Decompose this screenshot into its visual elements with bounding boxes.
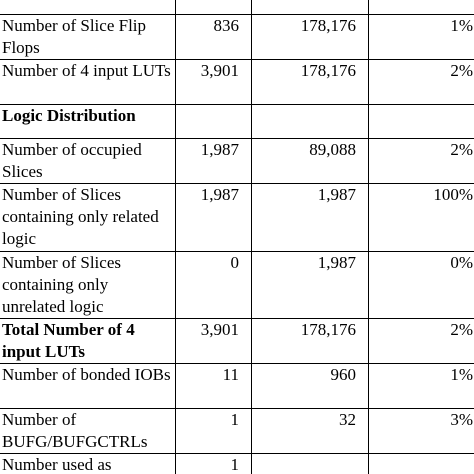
label-cell: Number of occupied Slices (0, 139, 176, 184)
label-cell: Number of Slices containing only unrelated logic (0, 252, 176, 319)
available-cell (252, 105, 369, 139)
used-cell: 1 (176, 409, 252, 454)
available-cell: 1,987 (252, 184, 369, 252)
utilization-cell: 100% (369, 184, 474, 252)
utilization-cell: 1% (369, 15, 474, 60)
utilization-cell: 1% (369, 364, 474, 409)
available-cell: 960 (252, 364, 369, 409)
table-row (0, 319, 474, 364)
used-cell: 836 (176, 15, 252, 60)
utilization-cell: 2% (369, 60, 474, 105)
utilization-cell (369, 454, 474, 474)
table-row (0, 139, 474, 184)
utilization-cell: 0% (369, 252, 474, 319)
used-cell: 1,987 (176, 184, 252, 252)
table-row (0, 15, 474, 60)
section-heading-cell: Logic Distribution (0, 105, 176, 139)
available-cell: 178,176 (252, 15, 369, 60)
label-cell: Number used as (0, 454, 176, 474)
available-cell (252, 454, 369, 474)
utilization-cell: 2% (369, 319, 474, 364)
used-cell (176, 105, 252, 139)
utilization-cell: 2% (369, 139, 474, 184)
available-cell: 32 (252, 409, 369, 454)
table-row (0, 184, 474, 252)
utilization-cell: 3% (369, 409, 474, 454)
used-cell: 1 (176, 454, 252, 474)
label-cell: Number of 4 input LUTs (0, 60, 176, 105)
label-cell (0, 0, 176, 15)
utilization-cell (369, 0, 474, 15)
available-cell: 178,176 (252, 319, 369, 364)
label-cell: Number of BUFG/BUFGCTRLs (0, 409, 176, 454)
total-label-cell: Total Number of 4 input LUTs (0, 319, 176, 364)
table-row (0, 105, 474, 139)
table-row (0, 0, 474, 15)
available-cell: 89,088 (252, 139, 369, 184)
table-row (0, 409, 474, 454)
label-cell: Number of bonded IOBs (0, 364, 176, 409)
label-cell: Number of Slices containing only related logic (0, 184, 176, 252)
used-cell: 0 (176, 252, 252, 319)
used-cell (176, 0, 252, 15)
table-row (0, 454, 474, 474)
used-cell: 3,901 (176, 319, 252, 364)
used-cell: 11 (176, 364, 252, 409)
table-row (0, 60, 474, 105)
used-cell: 1,987 (176, 139, 252, 184)
table-row (0, 364, 474, 409)
used-cell: 3,901 (176, 60, 252, 105)
available-cell (252, 0, 369, 15)
label-cell: Number of Slice Flip Flops (0, 15, 176, 60)
table-row (0, 252, 474, 319)
available-cell: 178,176 (252, 60, 369, 105)
available-cell: 1,987 (252, 252, 369, 319)
utilization-cell (369, 105, 474, 139)
